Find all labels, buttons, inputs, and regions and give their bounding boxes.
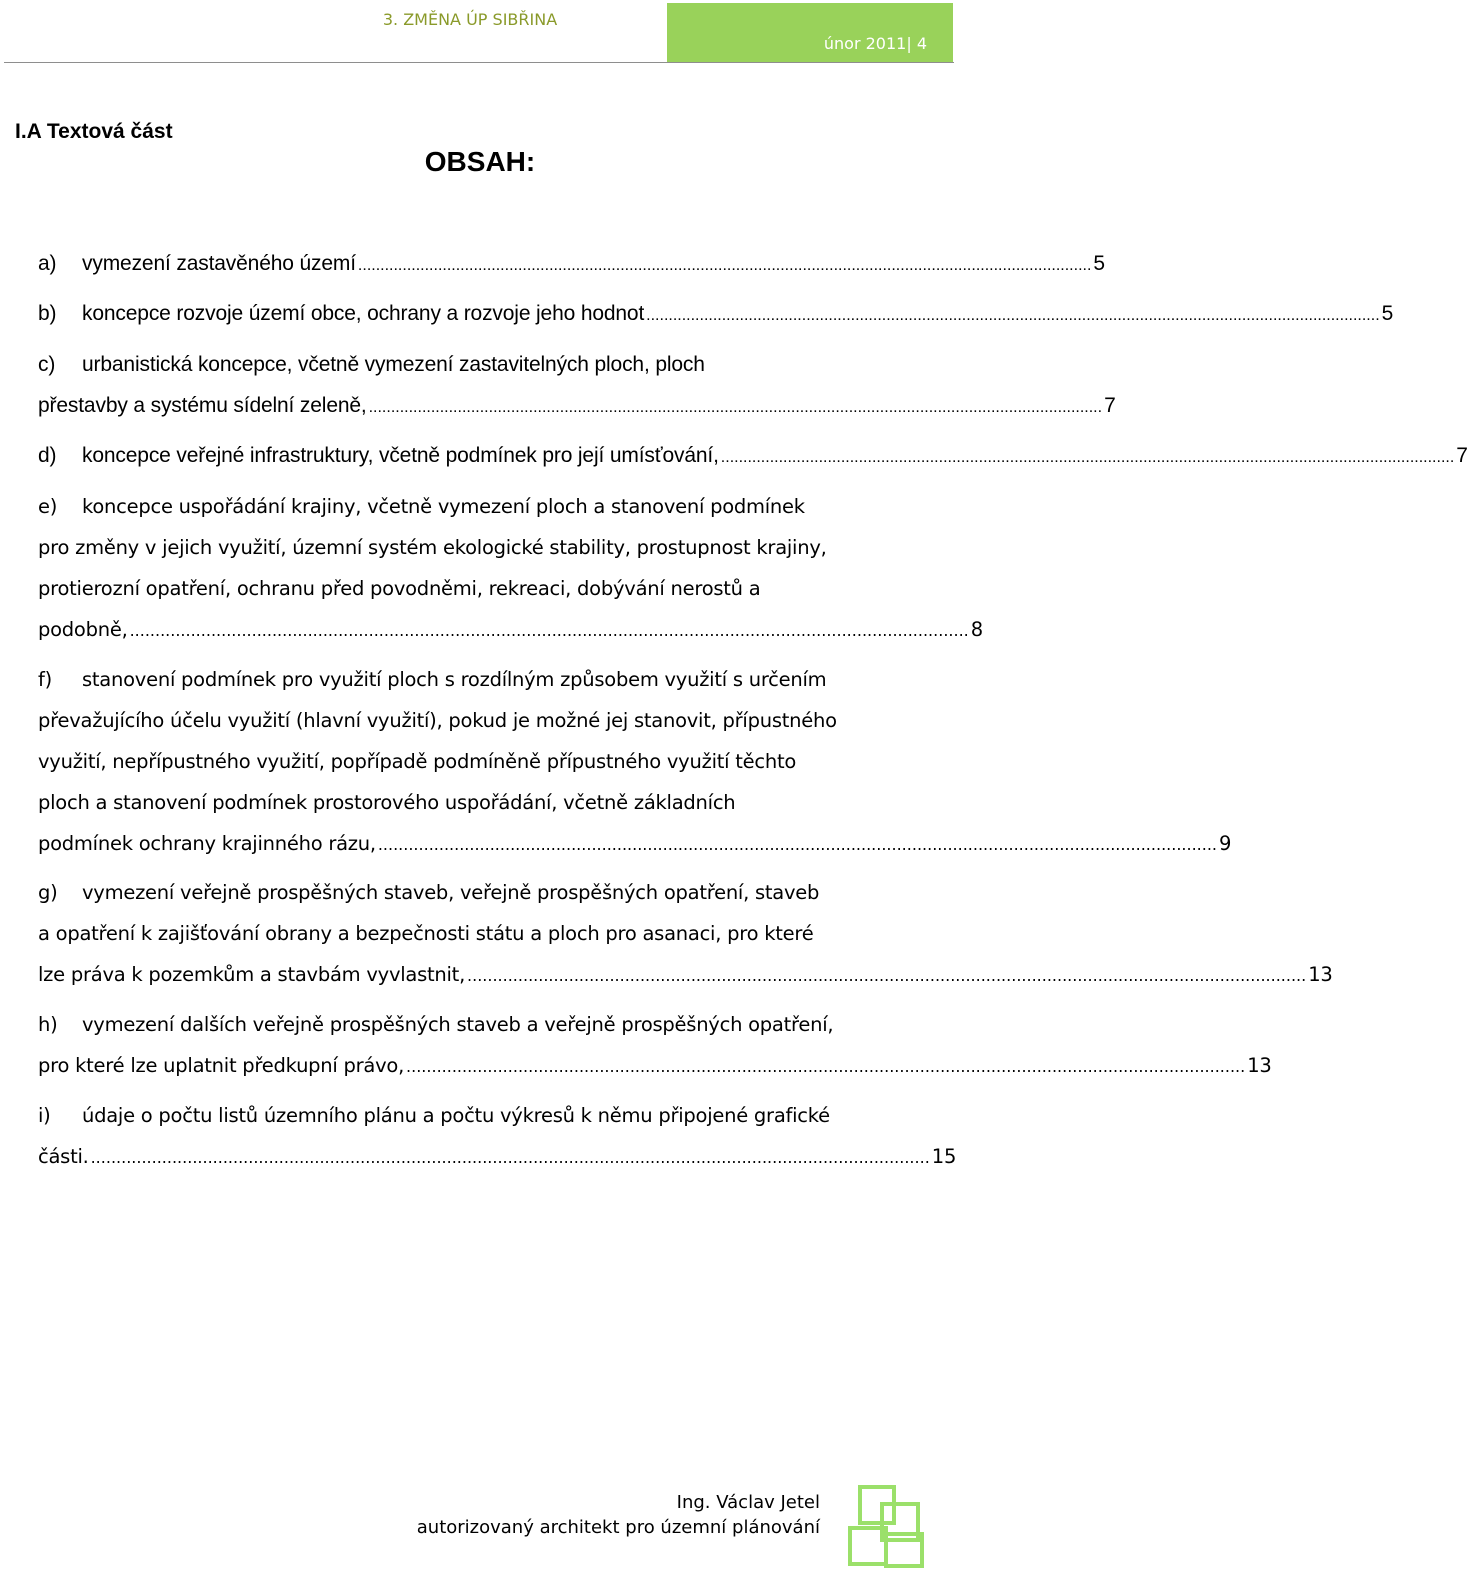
toc-entry-letter: i)	[38, 1104, 51, 1127]
toc-entry-line	[38, 913, 940, 954]
toc-entry-text: převažujícího účelu využití (hlavní využití), pokud je možné jej stanovit, přípustného	[38, 709, 837, 732]
toc-entry[interactable]	[38, 872, 1333, 995]
toc-entry-line	[38, 568, 940, 609]
toc-entry-line	[38, 872, 940, 913]
toc-entry-leader-dots: .....................................................................................................................................................................	[129, 621, 969, 640]
toc-entry-text: pro které lze uplatnit předkupní právo,	[38, 1054, 405, 1077]
toc-entry-text: využití, nepřípustného využití, popřípadě podmíněně přípustného využití těchto	[38, 750, 797, 773]
toc-entry[interactable]	[38, 486, 983, 650]
toc-entry[interactable]	[38, 659, 1232, 864]
toc-entry-text: údaje o počtu listů územního plánu a počtu výkresů k němu připojené grafické	[82, 1104, 830, 1127]
toc-entry-leader-dots: .....................................................................................................................................................................	[90, 1148, 930, 1167]
toc-entry-text: protierozní opatření, ochranu před povodněmi, rekreaci, dobývání nerostů a	[38, 577, 761, 600]
toc-entry[interactable]	[38, 1004, 1272, 1086]
toc-entry-letter: e)	[38, 495, 58, 518]
toc-entry[interactable]	[38, 1095, 957, 1177]
footer-author	[417, 1490, 820, 1540]
footer-role: autorizovaný architekt pro územní plánování	[416, 1517, 820, 1538]
toc-entry-page-number: 9	[1219, 832, 1232, 855]
toc-entry-letter: f)	[38, 668, 52, 691]
toc-entry-line	[38, 486, 940, 527]
toc-entry[interactable]	[38, 435, 1468, 476]
toc-entry-page-number: 7	[1104, 394, 1116, 417]
toc-entry-text: koncepce uspořádání krajiny, včetně vymezení ploch a stanovení podmínek	[82, 495, 805, 518]
toc-entry-leader-dots: .....................................................................................................................................................................	[357, 257, 1092, 274]
header-date-page: únor 2011| 4	[823, 34, 927, 53]
toc-entry-line	[38, 954, 1333, 995]
toc-entry-line	[38, 1004, 940, 1045]
toc-entry-page-number: 8	[970, 618, 983, 641]
toc-entry-line	[38, 782, 940, 823]
toc-entry-text: podobně,	[38, 618, 128, 641]
toc-entry-text: pro změny v jejich využití, územní systém ekologické stability, prostupnost krajiny,	[38, 536, 827, 559]
toc-entry-leader-dots: .....................................................................................................................................................................	[467, 966, 1307, 985]
toc-entry-letter: h)	[38, 1013, 58, 1036]
toc-heading: OBSAH:	[424, 146, 536, 177]
toc-entry-text: přestavby a systému sídelní zeleně,	[38, 394, 367, 417]
toc-entry-line	[38, 385, 1116, 426]
toc-entry-page-number: 13	[1308, 963, 1333, 986]
toc-entry-text: urbanistická koncepce, včetně vymezení zastavitelných ploch, ploch	[82, 353, 705, 376]
toc-entry-line	[38, 1136, 957, 1177]
toc-entry-text: lze práva k pozemkům a stavbám vyvlastnit,	[38, 963, 466, 986]
toc-entry-text: koncepce veřejné infrastruktury, včetně podmínek pro její umísťování,	[82, 444, 719, 467]
toc-entry-line	[38, 1095, 940, 1136]
toc-entry-letter: g)	[38, 881, 58, 904]
toc-entry-page-number: 5	[1093, 252, 1105, 275]
toc-entry-line	[38, 527, 940, 568]
header-divider	[4, 62, 954, 63]
toc-entry-leader-dots: .....................................................................................................................................................................	[406, 1057, 1246, 1076]
toc-entry-line	[38, 700, 940, 741]
toc-entry-line	[38, 823, 1232, 864]
toc-entry-text: koncepce rozvoje území obce, ochrany a rozvoje jeho hodnot	[82, 302, 645, 325]
toc-entry-page-number: 5	[1381, 302, 1394, 325]
toc-entry-letter: c)	[38, 353, 56, 376]
toc-entry-page-number: 7	[1456, 444, 1468, 467]
toc-entry-text: stanovení podmínek pro využití ploch s rozdílným způsobem využití s určením	[82, 668, 827, 691]
toc-entry-line	[38, 1045, 1272, 1086]
toc-entry-letter: a)	[38, 252, 57, 275]
toc-entry[interactable]	[38, 344, 1116, 426]
toc-entry-text: podmínek ochrany krajinného rázu,	[38, 832, 376, 855]
toc-entry-text: ploch a stanovení podmínek prostorového uspořádání, včetně základních	[38, 791, 736, 814]
toc-entry-line	[38, 609, 983, 650]
toc-entry-leader-dots: .....................................................................................................................................................................	[377, 835, 1218, 854]
toc-entry-line	[38, 243, 1105, 284]
section-title: I.A Textová část	[15, 120, 173, 143]
toc-entry-page-number: 15	[931, 1145, 957, 1168]
footer-name: Ing. Václav Jetel	[676, 1492, 820, 1513]
header-title: 3. ZMĚNA ÚP SIBŘINA	[382, 10, 558, 29]
toc-entry-line	[38, 659, 940, 700]
toc-entry-text: vymezení veřejně prospěšných staveb, veřejně prospěšných opatření, staveb	[82, 881, 820, 904]
toc-entry-line	[38, 344, 940, 385]
toc-entry-line	[38, 435, 1468, 476]
toc-entry-leader-dots: .....................................................................................................................................................................	[368, 399, 1103, 416]
toc-entry[interactable]	[38, 243, 1105, 284]
toc-entry-text: a opatření k zajišťování obrany a bezpečnosti státu a ploch pro asanaci, pro které	[38, 922, 814, 945]
toc-entry-leader-dots: .....................................................................................................................................................................	[646, 307, 1380, 324]
toc-entry-text: vymezení dalších veřejně prospěšných staveb a veřejně prospěšných opatření,	[82, 1013, 834, 1036]
toc-entry-text: části.	[38, 1145, 89, 1168]
toc-entry-letter: d)	[38, 444, 57, 467]
toc-entry-text: vymezení zastavěného území	[82, 252, 356, 275]
toc-entry-line	[38, 741, 940, 782]
toc-entry-page-number: 13	[1247, 1054, 1272, 1077]
toc-entry[interactable]	[38, 293, 1394, 334]
toc-entry-letter: b)	[38, 302, 57, 325]
architect-logo-icon	[846, 1484, 926, 1568]
toc-entry-leader-dots: .....................................................................................................................................................................	[720, 449, 1455, 466]
header-date-box	[667, 3, 953, 63]
toc-entry-line	[38, 293, 1394, 334]
